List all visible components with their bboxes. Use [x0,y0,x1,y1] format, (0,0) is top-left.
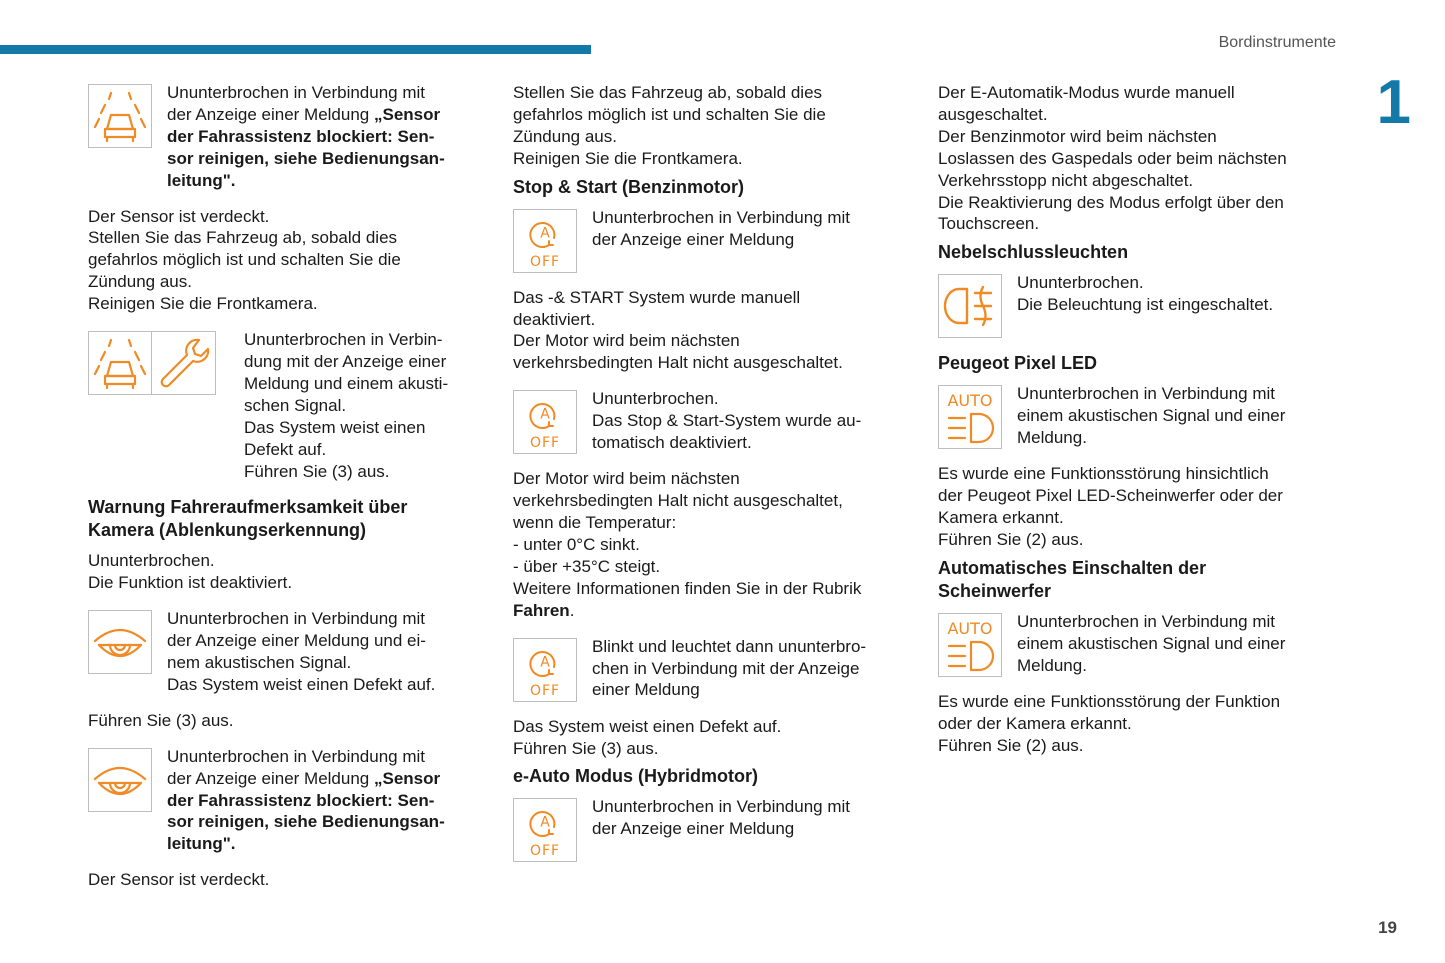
text-line: Ununterbrochen in Verbindung mit [1017,384,1275,404]
text-line: Loslassen des Gaspedals oder beim nächsten [938,148,1287,168]
text-line: Das System weist einen Defekt auf. [167,674,436,694]
text-line: deaktiviert. [513,309,596,329]
auto-headlamp-icon [938,613,1002,677]
warning-block-pixel-led [938,383,1333,449]
paragraph-temperature [513,468,908,621]
text-line: Touchscreen. [938,214,1040,234]
text-segment-bold: „Sensor [373,768,441,788]
text-line: der Anzeige einer Meldung [592,229,795,249]
warning-block-attention-sensor-blocked [88,746,483,856]
text-line: Meldung und einem akusti- [244,373,449,393]
wrench-icon [152,331,216,395]
text-line: Meldung. [1017,655,1087,675]
text-line: Ununterbrochen. [1017,273,1144,293]
stop-start-off-icon [513,798,577,862]
page-number: 19 [1378,918,1397,937]
eye-attention-icon [88,610,152,674]
text-line: Kamera erkannt. [938,508,1064,528]
paragraph-sensor-covered [88,206,483,316]
text-line: Der Sensor ist verdeckt. [88,870,270,890]
text-line: oder der Kamera erkannt. [938,713,1132,733]
text-line: - über +35°C steigt. [513,556,661,576]
paragraph-stop-vehicle [513,82,908,170]
text-segment: der Anzeige einer Meldung [167,768,374,788]
text-line: Weitere Informationen finden Sie in der Rubrik [513,578,862,598]
text-line: Führen Sie (2) aus. [938,735,1084,755]
heading-line: Warnung Fahreraufmerksamkeit über [88,497,408,518]
text-line: Reinigen Sie die Frontkamera. [88,294,318,314]
icon-label: OFF [529,435,561,452]
text-line: Ununterbrochen in Verbindung mit [592,797,850,817]
text-line: Ununterbrochen in Verbindung mit [167,609,425,629]
text-line: Die Reaktivierung des Modus erfolgt über den [938,192,1284,212]
text-line: Führen Sie (2) aus. [938,530,1084,550]
text-line: Es wurde eine Funktionsstörung hinsichtlich [938,464,1269,484]
text-line: der Peugeot Pixel LED-Scheinwerfer oder der [938,486,1283,506]
text-line: einer Meldung [592,680,700,700]
text-line: Ununterbrochen in Verbindung mit [167,83,425,102]
text-line: Ununterbrochen. [592,389,719,409]
text-line-bold: sor reinigen, siehe Bedienungsan- [167,812,445,832]
text-line-bold: der Fahrassistenz blockiert: Sen- [167,790,435,810]
text-line: Der Benzinmotor wird beim nächsten [938,126,1217,146]
text-segment: . [569,600,575,620]
text-line: nem akustischen Signal. [167,653,352,673]
text-line-bold: der Fahrassistenz blockiert: Sen- [167,126,435,146]
text-line: Das Stop & Start-System wurde au- [592,411,862,431]
driver-assist-camera-icon [88,331,152,395]
warning-block-stop-start-auto [513,388,908,454]
text-line: schen Signal. [244,395,347,415]
warning-block-system-defect [88,329,483,482]
paragraph-pixel-led-fault [938,463,1333,551]
text-line: Es wurde eine Funktionsstörung der Funktion [938,691,1281,711]
text-line: verkehrsbedingten Halt nicht ausgeschaltet. [513,353,843,373]
stop-start-off-icon [513,390,577,454]
column-1 [88,82,483,905]
driver-assist-camera-icon [88,84,152,148]
text-line: chen in Verbindung mit der Anzeige [592,658,860,678]
text-segment: der Anzeige einer Meldung [167,104,374,124]
text-line: dung mit der Anzeige einer [244,351,447,371]
heading-stop-start: Stop & Start (Benzinmotor) [513,176,744,197]
icon-label: OFF [529,253,561,270]
text-line-bold: leitung". [167,170,236,190]
text-line: ausgeschaltet. [938,104,1048,124]
warning-block-attention-defect [88,608,483,696]
warning-block-sensor-blocked [88,82,483,192]
text-line: Blinkt und leuchtet dann ununterbro- [592,636,867,656]
text-line: einem akustischen Signal und einer [1017,633,1286,653]
heading-line: Automatisches Einschalten der [938,557,1207,578]
text-line: Ununterbrochen in Verbin- [244,330,443,350]
paragraph-e-auto-disabled [938,82,1333,235]
text-line: Ununterbrochen. [88,551,215,571]
text-line: Ununterbrochen in Verbindung mit [167,746,425,766]
paragraph-auto-headlamps-fault [938,691,1333,757]
text-line: Reinigen Sie die Frontkamera. [513,148,743,168]
heading-auto-headlamps [938,557,1333,603]
text-line-bold: sor reinigen, siehe Bedienungsan- [167,148,445,168]
paragraph-system-defect [513,716,908,760]
column-3 [938,82,1333,771]
auto-headlamp-icon [938,385,1002,449]
warning-block-stop-start-blinking [513,636,908,702]
text-line: Meldung. [1017,428,1087,448]
text-line: Das System weist einen [244,417,426,437]
text-line: Die Funktion ist deaktiviert. [88,573,293,593]
header-accent-bar [0,45,591,54]
text-line: Führen Sie (3) aus. [244,461,390,481]
text-line: Verkehrsstopp nicht abgeschaltet. [938,170,1194,190]
text-line: gefahrlos möglich ist und schalten Sie die [88,250,401,270]
column-2 [513,82,908,876]
warning-block-rear-fog [938,272,1333,338]
text-line: Defekt auf. [244,439,327,459]
text-line: gefahrlos möglich ist und schalten Sie die [513,104,826,124]
text-line: Das -& START System wurde manuell [513,287,801,307]
text-segment-bold: „Sensor [373,104,441,124]
text-line: Stellen Sie das Fahrzeug ab, sobald dies [513,83,823,102]
paragraph-perform-3 [88,710,483,732]
paragraph-sensor-covered-2 [88,869,483,891]
icon-label: A [540,814,550,831]
text-line: Der E-Automatik-Modus wurde manuell [938,83,1235,102]
text-line: Die Beleuchtung ist eingeschaltet. [1017,295,1274,315]
text-line: Führen Sie (3) aus. [88,710,234,730]
text-line-bold: leitung". [167,834,236,854]
icon-label: AUTO [947,618,993,638]
text-line: Zündung aus. [513,126,617,146]
text-line: verkehrsbedingten Halt nicht ausgeschaltet, [513,491,843,511]
section-title: Bordinstrumente [1218,34,1336,51]
text-line: Das System weist einen Defekt auf. [513,716,782,736]
text-line: - unter 0°C sinkt. [513,534,640,554]
icon-label: A [540,654,550,671]
text-line: Ununterbrochen in Verbindung mit [592,207,850,227]
text-line: Der Motor wird beim nächsten [513,469,740,489]
text-line: Zündung aus. [88,272,192,292]
text-line: der Anzeige einer Meldung und ei- [167,631,426,651]
paragraph-function-disabled [88,550,483,594]
text-line: tomatisch deaktiviert. [592,433,752,453]
warning-block-e-auto [513,796,908,862]
text-line: Ununterbrochen in Verbindung mit [1017,611,1275,631]
icon-label: A [540,406,550,423]
warning-block-auto-headlamps [938,611,1333,677]
paragraph-stop-start-manual [513,287,908,375]
heading-rear-fog-lights: Nebelschlussleuchten [938,242,1129,263]
heading-line: Kamera (Ablenkungserkennung) [88,520,367,541]
text-line: Führen Sie (3) aus. [513,738,659,758]
stop-start-off-icon [513,209,577,273]
heading-e-auto-mode: e-Auto Modus (Hybridmotor) [513,766,758,787]
stop-start-off-icon [513,638,577,702]
icon-label: OFF [529,682,561,699]
text-line: Stellen Sie das Fahrzeug ab, sobald dies [88,228,398,248]
warning-block-stop-start-manual [513,207,908,273]
text-line: einem akustischen Signal und einer [1017,406,1286,426]
eye-attention-icon [88,748,152,812]
heading-pixel-led: Peugeot Pixel LED [938,353,1098,374]
text-line: Der Sensor ist verdeckt. [88,206,270,226]
heading-driver-attention [88,496,483,542]
text-line: der Anzeige einer Meldung [592,819,795,839]
icon-label: AUTO [947,391,993,411]
text-line: Der Motor wird beim nächsten [513,331,740,351]
text-line: wenn die Temperatur: [513,513,677,533]
rear-fog-light-icon [938,274,1002,338]
icon-label: OFF [529,843,561,860]
icon-label: A [540,225,550,242]
chapter-number: 1 [1376,68,1411,137]
text-segment-bold: Fahren [513,600,570,620]
heading-line: Scheinwerfer [938,580,1052,601]
